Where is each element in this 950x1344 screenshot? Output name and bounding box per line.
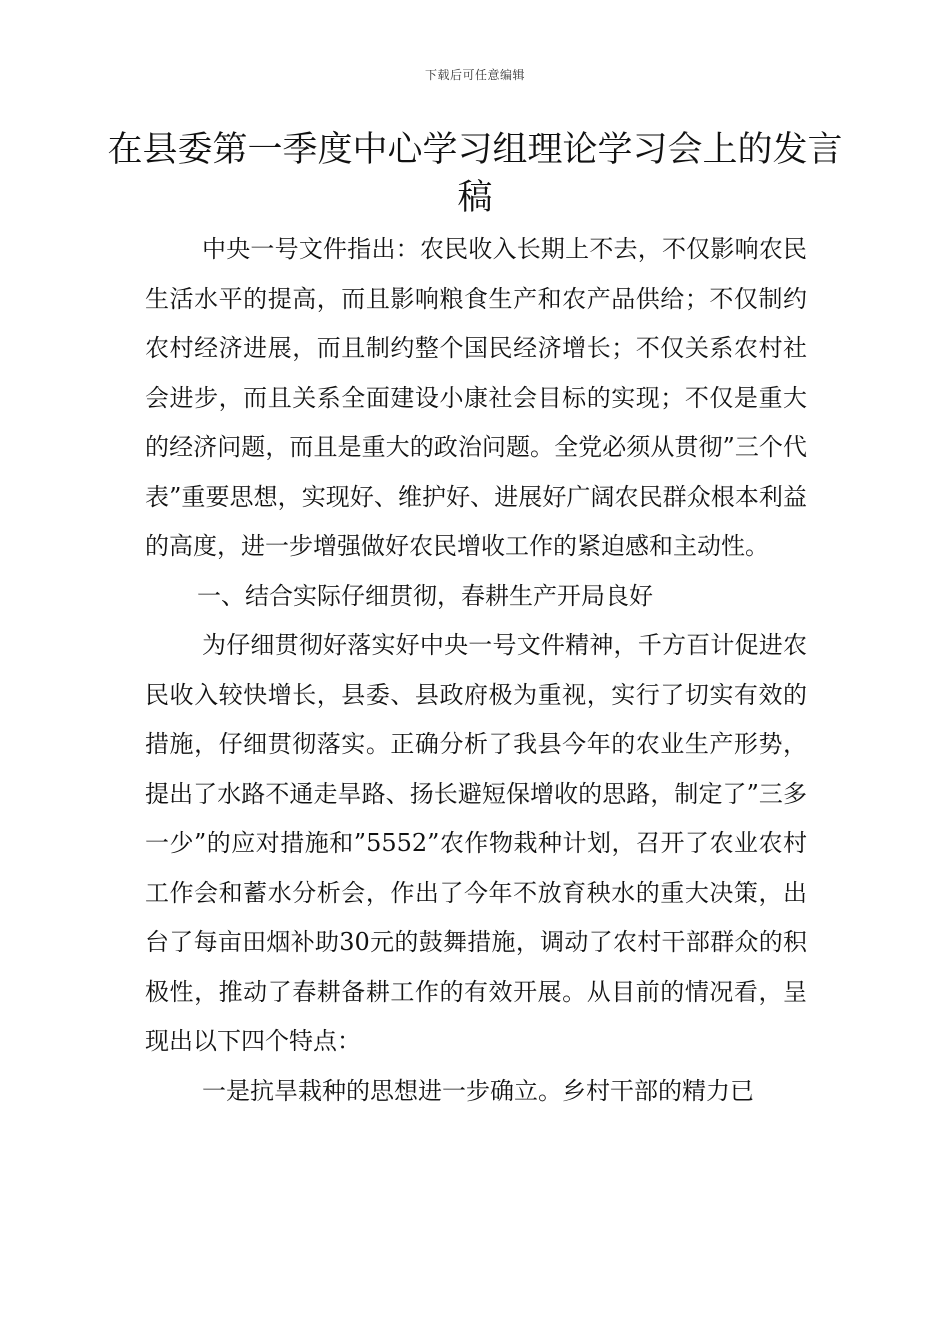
paragraph-section-1: 为仔细贯彻好落实好中央一号文件精神，千方百计促进农民收入较快增长，县委、县政府极为重视，实行了切实有效的措施，仔细贯彻落实。正确分析了我县今年的农业生产形势，提出了水路不通走旱路、扬长避短保增收的思路，制定了”三多一少”的应对措施和”5552”农作物栽种计划，召开了农业农村工作会和蓄水分析会，作出了今年不放育秧水的重大决策，出台了每亩田烟补助30元的鼓舞措施，调动了农村干部群众的积极性，推动了春耕备耕工作的有效开展。从目前的情况看，呈现出以下四个特点： bbox=[145, 631, 807, 1055]
paragraph-point-1: 一是抗旱栽种的思想进一步确立。乡村干部的精力已 bbox=[202, 1076, 754, 1105]
document-body bbox=[145, 225, 807, 1116]
section-heading-1: 一、结合实际仔细贯彻，春耕生产开局良好 bbox=[197, 581, 653, 610]
paragraph-intro: 中央一号文件指出：农民收入长期上不去，不仅影响农民生活水平的提高，而且影响粮食生产和农产品供给；不仅制约农村经济进展，而且制约整个国民经济增长；不仅关系农村社会进步，而且关系全面建设小康社会目标的实现；不仅是重大的经济问题，而且是重大的政治问题。全党必须从贯彻”三个代表”重要思想，实现好、维护好、进展好广阔农民群众根本利益的高度，进一步增强做好农民增收工作的紧迫感和主动性。 bbox=[145, 235, 807, 560]
page-title: 在县委第一季度中心学习组理论学习会上的发言稿 bbox=[107, 130, 843, 218]
header-note: 下载后可任意编辑 bbox=[424, 68, 525, 82]
